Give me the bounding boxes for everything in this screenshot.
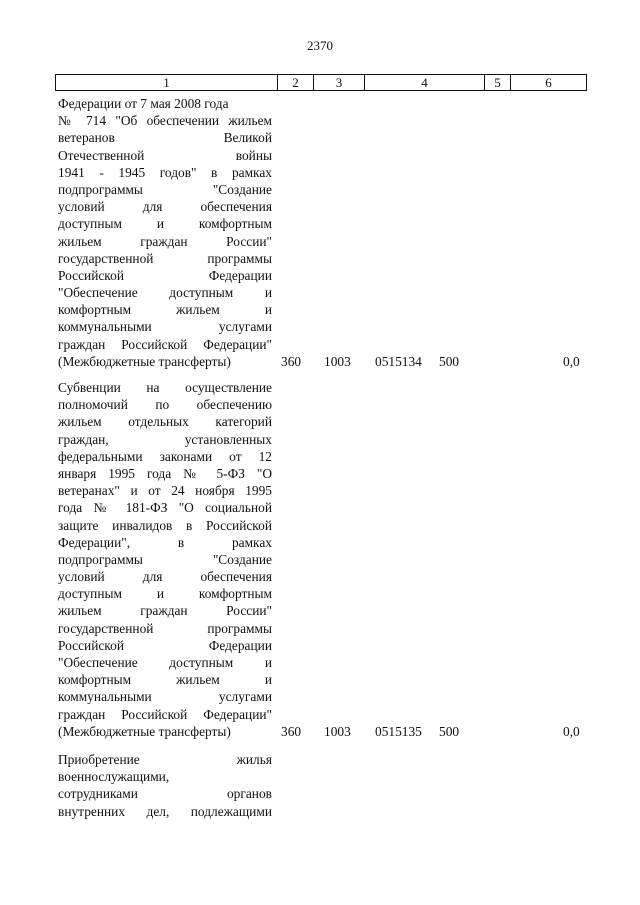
row-1-line: подпрограммы "Создание [58, 181, 272, 197]
row-2-target: 0515135 [375, 724, 422, 739]
row-2-line: доступным и комфортным [58, 586, 272, 602]
row-2-line: коммунальными услугами [58, 689, 272, 705]
row-1-line: 1941 - 1945 годов" в рамках [58, 164, 272, 180]
row-2-line: граждан Российской Федерации" [58, 706, 272, 722]
row-1-line: ветеранов Великой [58, 130, 272, 146]
header-col-4: 4 [365, 75, 485, 90]
row-2-line: федеральными законами от 12 [58, 448, 272, 464]
row-1-line: коммунальными услугами [58, 319, 272, 335]
row-2-line: граждан, установленных [58, 431, 272, 447]
row-2-type: 500 [439, 724, 460, 739]
row-2-line: (Межбюджетные трансферты) [58, 723, 231, 739]
row-1-line: Федерации от 7 мая 2008 года [58, 96, 229, 111]
row-3-line: военнослужащими, [58, 769, 170, 785]
row-1-line: доступным и комфортным [58, 216, 272, 232]
row-2-line: января 1995 года № 5-ФЗ "О [58, 465, 272, 481]
row-3-line: внутренних дел, подлежащими [58, 803, 272, 819]
row-1-line: условий для обеспечения [58, 199, 272, 215]
row-1-section: 1003 [324, 354, 351, 369]
row-2-line: комфортным жильем и [58, 672, 272, 688]
table-header-row [55, 74, 587, 91]
row-2-line: года № 181-ФЗ "О социальной [58, 500, 272, 516]
row-2-line: подпрограммы "Создание [58, 551, 272, 567]
row-1-ministry: 360 [281, 354, 302, 369]
header-col-1: 1 [56, 75, 278, 90]
row-1-line: (Межбюджетные трансферты) [58, 353, 231, 369]
row-2-line: Российской Федерации [58, 637, 272, 653]
page-number: 2370 [307, 38, 333, 53]
header-col-3: 3 [314, 75, 365, 90]
row-1-line: "Обеспечение доступным и [58, 285, 272, 301]
row-2-line: условий для обеспечения [58, 569, 272, 585]
row-1-target: 0515134 [375, 354, 422, 369]
header-col-6: 6 [545, 75, 552, 90]
row-1-line: № 714 "Об обеспечении жильем [58, 113, 272, 129]
row-1-line: Российской Федерации [58, 267, 272, 283]
header-col-5: 5 [485, 75, 511, 90]
row-2-line: жильем отдельных категорий [58, 414, 272, 430]
header-col-2: 2 [278, 75, 314, 90]
row-3-line: сотрудниками органов [58, 786, 272, 802]
row-1-line: Отечественной войны [58, 147, 272, 163]
row-1-line: комфортным жильем и [58, 302, 272, 318]
row-1-line: граждан Российской Федерации" [58, 336, 272, 352]
row-2-amount: 0,0 [563, 724, 580, 739]
row-2-line: Федерации", в рамках [58, 534, 272, 550]
row-2-section: 1003 [324, 724, 351, 739]
row-2-line: жильем граждан России" [58, 603, 272, 619]
row-1-amount: 0,0 [563, 354, 580, 369]
row-2-line: Субвенции на осуществление [58, 380, 272, 395]
row-2-ministry: 360 [281, 724, 302, 739]
row-1-line: жильем граждан России" [58, 233, 272, 249]
row-1-type: 500 [439, 354, 460, 369]
row-2-description [58, 379, 272, 740]
row-3-line: Приобретение жилья [58, 752, 272, 767]
row-2-line: ветеранах" и от 24 ноября 1995 [58, 483, 272, 499]
row-3-description [58, 751, 272, 820]
row-2-line: "Обеспечение доступным и [58, 655, 272, 670]
row-1-line: государственной программы [58, 250, 272, 266]
row-1-description [58, 95, 272, 370]
row-2-line: государственной программы [58, 620, 272, 636]
row-2-line: полномочий по обеспечению [58, 397, 272, 413]
row-2-line: защите инвалидов в Российской [58, 517, 272, 533]
